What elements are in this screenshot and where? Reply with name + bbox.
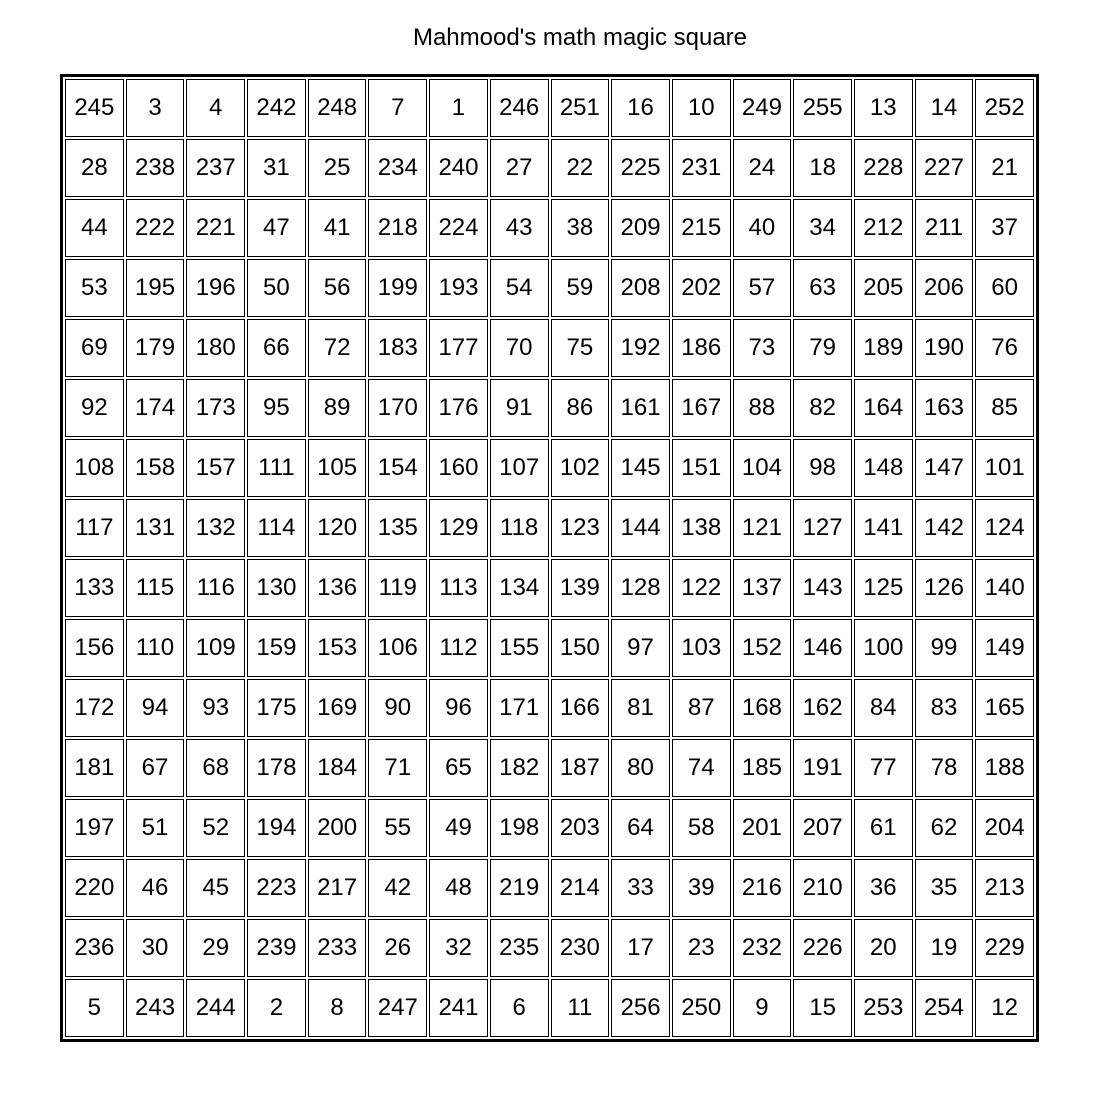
grid-cell: 248 bbox=[308, 79, 367, 137]
grid-row bbox=[65, 79, 1034, 137]
grid-cell: 43 bbox=[490, 199, 549, 257]
grid-cell: 253 bbox=[854, 979, 913, 1037]
grid-cell: 186 bbox=[672, 319, 731, 377]
grid-cell: 195 bbox=[126, 259, 185, 317]
grid-cell: 60 bbox=[975, 259, 1034, 317]
grid-cell: 12 bbox=[975, 979, 1034, 1037]
grid-cell: 210 bbox=[793, 859, 852, 917]
grid-cell: 155 bbox=[490, 619, 549, 677]
grid-row bbox=[65, 679, 1034, 737]
grid-cell: 213 bbox=[975, 859, 1034, 917]
grid-cell: 236 bbox=[65, 919, 124, 977]
grid-row bbox=[65, 919, 1034, 977]
grid-cell: 8 bbox=[308, 979, 367, 1037]
grid-row bbox=[65, 979, 1034, 1037]
grid-cell: 243 bbox=[126, 979, 185, 1037]
grid-cell: 199 bbox=[368, 259, 427, 317]
grid-cell: 208 bbox=[611, 259, 670, 317]
grid-cell: 159 bbox=[247, 619, 306, 677]
grid-cell: 223 bbox=[247, 859, 306, 917]
grid-cell: 2 bbox=[247, 979, 306, 1037]
grid-cell: 256 bbox=[611, 979, 670, 1037]
grid-cell: 15 bbox=[793, 979, 852, 1037]
grid-cell: 172 bbox=[65, 679, 124, 737]
grid-cell: 45 bbox=[186, 859, 245, 917]
grid-cell: 47 bbox=[247, 199, 306, 257]
grid-row bbox=[65, 499, 1034, 557]
grid-cell: 131 bbox=[126, 499, 185, 557]
grid-cell: 179 bbox=[126, 319, 185, 377]
grid-cell: 68 bbox=[186, 739, 245, 797]
grid-cell: 151 bbox=[672, 439, 731, 497]
grid-cell: 197 bbox=[65, 799, 124, 857]
grid-cell: 75 bbox=[551, 319, 610, 377]
grid-cell: 13 bbox=[854, 79, 913, 137]
grid-cell: 143 bbox=[793, 559, 852, 617]
grid-cell: 135 bbox=[368, 499, 427, 557]
grid-cell: 129 bbox=[429, 499, 488, 557]
grid-cell: 218 bbox=[368, 199, 427, 257]
grid-cell: 206 bbox=[915, 259, 974, 317]
grid-cell: 225 bbox=[611, 139, 670, 197]
grid-cell: 175 bbox=[247, 679, 306, 737]
grid-row bbox=[65, 619, 1034, 677]
grid-cell: 71 bbox=[368, 739, 427, 797]
grid-cell: 134 bbox=[490, 559, 549, 617]
grid-cell: 29 bbox=[186, 919, 245, 977]
grid-cell: 38 bbox=[551, 199, 610, 257]
grid-cell: 203 bbox=[551, 799, 610, 857]
grid-row bbox=[65, 439, 1034, 497]
grid-cell: 79 bbox=[793, 319, 852, 377]
grid-cell: 130 bbox=[247, 559, 306, 617]
grid-cell: 180 bbox=[186, 319, 245, 377]
grid-cell: 88 bbox=[733, 379, 792, 437]
grid-cell: 250 bbox=[672, 979, 731, 1037]
grid-cell: 52 bbox=[186, 799, 245, 857]
grid-cell: 121 bbox=[733, 499, 792, 557]
grid-cell: 28 bbox=[65, 139, 124, 197]
grid-cell: 142 bbox=[915, 499, 974, 557]
grid-cell: 46 bbox=[126, 859, 185, 917]
grid-cell: 111 bbox=[247, 439, 306, 497]
grid-row bbox=[65, 379, 1034, 437]
grid-row bbox=[65, 859, 1034, 917]
grid-cell: 205 bbox=[854, 259, 913, 317]
grid-cell: 91 bbox=[490, 379, 549, 437]
grid-cell: 215 bbox=[672, 199, 731, 257]
grid-cell: 247 bbox=[368, 979, 427, 1037]
grid-cell: 190 bbox=[915, 319, 974, 377]
grid-cell: 85 bbox=[975, 379, 1034, 437]
grid-cell: 59 bbox=[551, 259, 610, 317]
grid-cell: 204 bbox=[975, 799, 1034, 857]
grid-cell: 95 bbox=[247, 379, 306, 437]
grid-cell: 58 bbox=[672, 799, 731, 857]
grid-row bbox=[65, 139, 1034, 197]
grid-cell: 124 bbox=[975, 499, 1034, 557]
grid-cell: 125 bbox=[854, 559, 913, 617]
grid-cell: 93 bbox=[186, 679, 245, 737]
grid-cell: 251 bbox=[551, 79, 610, 137]
grid-cell: 228 bbox=[854, 139, 913, 197]
grid-cell: 245 bbox=[65, 79, 124, 137]
grid-cell: 24 bbox=[733, 139, 792, 197]
grid-cell: 108 bbox=[65, 439, 124, 497]
grid-cell: 92 bbox=[65, 379, 124, 437]
grid-cell: 26 bbox=[368, 919, 427, 977]
grid-cell: 171 bbox=[490, 679, 549, 737]
grid-cell: 21 bbox=[975, 139, 1034, 197]
grid-cell: 54 bbox=[490, 259, 549, 317]
grid-cell: 182 bbox=[490, 739, 549, 797]
grid-cell: 146 bbox=[793, 619, 852, 677]
grid-cell: 162 bbox=[793, 679, 852, 737]
grid-cell: 194 bbox=[247, 799, 306, 857]
grid-cell: 25 bbox=[308, 139, 367, 197]
grid-row bbox=[65, 799, 1034, 857]
grid-cell: 238 bbox=[126, 139, 185, 197]
grid-cell: 187 bbox=[551, 739, 610, 797]
grid-cell: 126 bbox=[915, 559, 974, 617]
grid-cell: 56 bbox=[308, 259, 367, 317]
grid-cell: 229 bbox=[975, 919, 1034, 977]
grid-cell: 41 bbox=[308, 199, 367, 257]
grid-cell: 113 bbox=[429, 559, 488, 617]
grid-cell: 145 bbox=[611, 439, 670, 497]
grid-cell: 207 bbox=[793, 799, 852, 857]
grid-cell: 193 bbox=[429, 259, 488, 317]
grid-cell: 161 bbox=[611, 379, 670, 437]
grid-cell: 105 bbox=[308, 439, 367, 497]
grid-cell: 231 bbox=[672, 139, 731, 197]
grid-cell: 198 bbox=[490, 799, 549, 857]
grid-cell: 181 bbox=[65, 739, 124, 797]
grid-cell: 49 bbox=[429, 799, 488, 857]
grid-cell: 191 bbox=[793, 739, 852, 797]
grid-cell: 170 bbox=[368, 379, 427, 437]
grid-cell: 9 bbox=[733, 979, 792, 1037]
grid-cell: 107 bbox=[490, 439, 549, 497]
grid-cell: 255 bbox=[793, 79, 852, 137]
grid-cell: 139 bbox=[551, 559, 610, 617]
grid-cell: 120 bbox=[308, 499, 367, 557]
grid-cell: 217 bbox=[308, 859, 367, 917]
grid-cell: 77 bbox=[854, 739, 913, 797]
grid-cell: 144 bbox=[611, 499, 670, 557]
grid-cell: 242 bbox=[247, 79, 306, 137]
grid-cell: 40 bbox=[733, 199, 792, 257]
grid-cell: 110 bbox=[126, 619, 185, 677]
grid-cell: 63 bbox=[793, 259, 852, 317]
grid-cell: 17 bbox=[611, 919, 670, 977]
grid-cell: 221 bbox=[186, 199, 245, 257]
page-title: Mahmood's math magic square bbox=[412, 24, 748, 51]
grid-cell: 97 bbox=[611, 619, 670, 677]
grid-cell: 209 bbox=[611, 199, 670, 257]
grid-cell: 1 bbox=[429, 79, 488, 137]
grid-cell: 116 bbox=[186, 559, 245, 617]
grid-cell: 3 bbox=[126, 79, 185, 137]
grid-cell: 157 bbox=[186, 439, 245, 497]
grid-cell: 36 bbox=[854, 859, 913, 917]
grid-cell: 158 bbox=[126, 439, 185, 497]
grid-cell: 241 bbox=[429, 979, 488, 1037]
grid-cell: 234 bbox=[368, 139, 427, 197]
grid-cell: 106 bbox=[368, 619, 427, 677]
grid-cell: 55 bbox=[368, 799, 427, 857]
grid-cell: 200 bbox=[308, 799, 367, 857]
grid-cell: 252 bbox=[975, 79, 1034, 137]
grid-cell: 87 bbox=[672, 679, 731, 737]
grid-cell: 137 bbox=[733, 559, 792, 617]
grid-cell: 109 bbox=[186, 619, 245, 677]
grid-cell: 148 bbox=[854, 439, 913, 497]
grid-cell: 222 bbox=[126, 199, 185, 257]
grid-cell: 165 bbox=[975, 679, 1034, 737]
grid-cell: 103 bbox=[672, 619, 731, 677]
grid-cell: 163 bbox=[915, 379, 974, 437]
grid-cell: 189 bbox=[854, 319, 913, 377]
magic-square-grid bbox=[60, 74, 1039, 1042]
grid-cell: 183 bbox=[368, 319, 427, 377]
grid-cell: 67 bbox=[126, 739, 185, 797]
grid-cell: 128 bbox=[611, 559, 670, 617]
grid-cell: 20 bbox=[854, 919, 913, 977]
grid-cell: 101 bbox=[975, 439, 1034, 497]
grid-cell: 239 bbox=[247, 919, 306, 977]
grid-cell: 152 bbox=[733, 619, 792, 677]
grid-cell: 62 bbox=[915, 799, 974, 857]
grid-cell: 31 bbox=[247, 139, 306, 197]
grid-cell: 240 bbox=[429, 139, 488, 197]
grid-cell: 114 bbox=[247, 499, 306, 557]
grid-cell: 196 bbox=[186, 259, 245, 317]
grid-cell: 140 bbox=[975, 559, 1034, 617]
grid-cell: 83 bbox=[915, 679, 974, 737]
grid-cell: 4 bbox=[186, 79, 245, 137]
grid-cell: 22 bbox=[551, 139, 610, 197]
grid-row bbox=[65, 199, 1034, 257]
grid-cell: 154 bbox=[368, 439, 427, 497]
grid-cell: 66 bbox=[247, 319, 306, 377]
grid-cell: 65 bbox=[429, 739, 488, 797]
grid-cell: 112 bbox=[429, 619, 488, 677]
grid-cell: 232 bbox=[733, 919, 792, 977]
grid-cell: 115 bbox=[126, 559, 185, 617]
grid-cell: 84 bbox=[854, 679, 913, 737]
grid-cell: 216 bbox=[733, 859, 792, 917]
grid-cell: 48 bbox=[429, 859, 488, 917]
grid-cell: 173 bbox=[186, 379, 245, 437]
grid-cell: 61 bbox=[854, 799, 913, 857]
grid-cell: 230 bbox=[551, 919, 610, 977]
grid-cell: 147 bbox=[915, 439, 974, 497]
grid-cell: 133 bbox=[65, 559, 124, 617]
grid-cell: 78 bbox=[915, 739, 974, 797]
grid-cell: 188 bbox=[975, 739, 1034, 797]
grid-cell: 149 bbox=[975, 619, 1034, 677]
grid-row bbox=[65, 259, 1034, 317]
grid-cell: 30 bbox=[126, 919, 185, 977]
grid-cell: 224 bbox=[429, 199, 488, 257]
grid-cell: 16 bbox=[611, 79, 670, 137]
grid-cell: 166 bbox=[551, 679, 610, 737]
grid-cell: 44 bbox=[65, 199, 124, 257]
grid-cell: 99 bbox=[915, 619, 974, 677]
grid-cell: 72 bbox=[308, 319, 367, 377]
grid-cell: 7 bbox=[368, 79, 427, 137]
grid-cell: 119 bbox=[368, 559, 427, 617]
grid-cell: 27 bbox=[490, 139, 549, 197]
grid-cell: 80 bbox=[611, 739, 670, 797]
grid-cell: 214 bbox=[551, 859, 610, 917]
grid-cell: 34 bbox=[793, 199, 852, 257]
grid-cell: 86 bbox=[551, 379, 610, 437]
grid-cell: 18 bbox=[793, 139, 852, 197]
grid-cell: 219 bbox=[490, 859, 549, 917]
grid-cell: 235 bbox=[490, 919, 549, 977]
grid-cell: 53 bbox=[65, 259, 124, 317]
grid-cell: 176 bbox=[429, 379, 488, 437]
grid-cell: 81 bbox=[611, 679, 670, 737]
grid-cell: 70 bbox=[490, 319, 549, 377]
grid-cell: 6 bbox=[490, 979, 549, 1037]
grid-row bbox=[65, 319, 1034, 377]
grid-cell: 249 bbox=[733, 79, 792, 137]
grid-cell: 136 bbox=[308, 559, 367, 617]
grid-cell: 156 bbox=[65, 619, 124, 677]
grid-cell: 192 bbox=[611, 319, 670, 377]
grid-cell: 51 bbox=[126, 799, 185, 857]
grid-cell: 150 bbox=[551, 619, 610, 677]
grid-cell: 237 bbox=[186, 139, 245, 197]
grid-cell: 117 bbox=[65, 499, 124, 557]
grid-cell: 167 bbox=[672, 379, 731, 437]
grid-cell: 164 bbox=[854, 379, 913, 437]
grid-cell: 69 bbox=[65, 319, 124, 377]
grid-cell: 160 bbox=[429, 439, 488, 497]
grid-cell: 14 bbox=[915, 79, 974, 137]
grid-cell: 201 bbox=[733, 799, 792, 857]
grid-cell: 42 bbox=[368, 859, 427, 917]
grid-cell: 174 bbox=[126, 379, 185, 437]
grid-cell: 11 bbox=[551, 979, 610, 1037]
grid-cell: 104 bbox=[733, 439, 792, 497]
grid-cell: 23 bbox=[672, 919, 731, 977]
grid-cell: 220 bbox=[65, 859, 124, 917]
grid-cell: 227 bbox=[915, 139, 974, 197]
grid-cell: 100 bbox=[854, 619, 913, 677]
grid-cell: 19 bbox=[915, 919, 974, 977]
grid-cell: 37 bbox=[975, 199, 1034, 257]
grid-cell: 64 bbox=[611, 799, 670, 857]
grid-cell: 153 bbox=[308, 619, 367, 677]
grid-cell: 89 bbox=[308, 379, 367, 437]
grid-cell: 35 bbox=[915, 859, 974, 917]
grid-cell: 177 bbox=[429, 319, 488, 377]
grid-cell: 98 bbox=[793, 439, 852, 497]
grid-cell: 50 bbox=[247, 259, 306, 317]
grid-row bbox=[65, 739, 1034, 797]
grid-cell: 211 bbox=[915, 199, 974, 257]
grid-cell: 141 bbox=[854, 499, 913, 557]
grid-cell: 33 bbox=[611, 859, 670, 917]
grid-cell: 138 bbox=[672, 499, 731, 557]
grid-cell: 32 bbox=[429, 919, 488, 977]
grid-cell: 118 bbox=[490, 499, 549, 557]
grid-cell: 254 bbox=[915, 979, 974, 1037]
grid-cell: 76 bbox=[975, 319, 1034, 377]
grid-cell: 102 bbox=[551, 439, 610, 497]
grid-cell: 122 bbox=[672, 559, 731, 617]
grid-cell: 132 bbox=[186, 499, 245, 557]
grid-cell: 202 bbox=[672, 259, 731, 317]
grid-cell: 5 bbox=[65, 979, 124, 1037]
grid-cell: 39 bbox=[672, 859, 731, 917]
grid-cell: 185 bbox=[733, 739, 792, 797]
grid-cell: 233 bbox=[308, 919, 367, 977]
grid-cell: 168 bbox=[733, 679, 792, 737]
grid-cell: 10 bbox=[672, 79, 731, 137]
grid-cell: 246 bbox=[490, 79, 549, 137]
grid-cell: 57 bbox=[733, 259, 792, 317]
grid-cell: 169 bbox=[308, 679, 367, 737]
grid-cell: 212 bbox=[854, 199, 913, 257]
grid-cell: 184 bbox=[308, 739, 367, 797]
grid-cell: 96 bbox=[429, 679, 488, 737]
grid-cell: 90 bbox=[368, 679, 427, 737]
grid-cell: 74 bbox=[672, 739, 731, 797]
grid-cell: 82 bbox=[793, 379, 852, 437]
grid-cell: 178 bbox=[247, 739, 306, 797]
grid-cell: 94 bbox=[126, 679, 185, 737]
grid-row bbox=[65, 559, 1034, 617]
grid-cell: 226 bbox=[793, 919, 852, 977]
grid-cell: 244 bbox=[186, 979, 245, 1037]
grid-cell: 123 bbox=[551, 499, 610, 557]
grid-cell: 73 bbox=[733, 319, 792, 377]
grid-cell: 127 bbox=[793, 499, 852, 557]
